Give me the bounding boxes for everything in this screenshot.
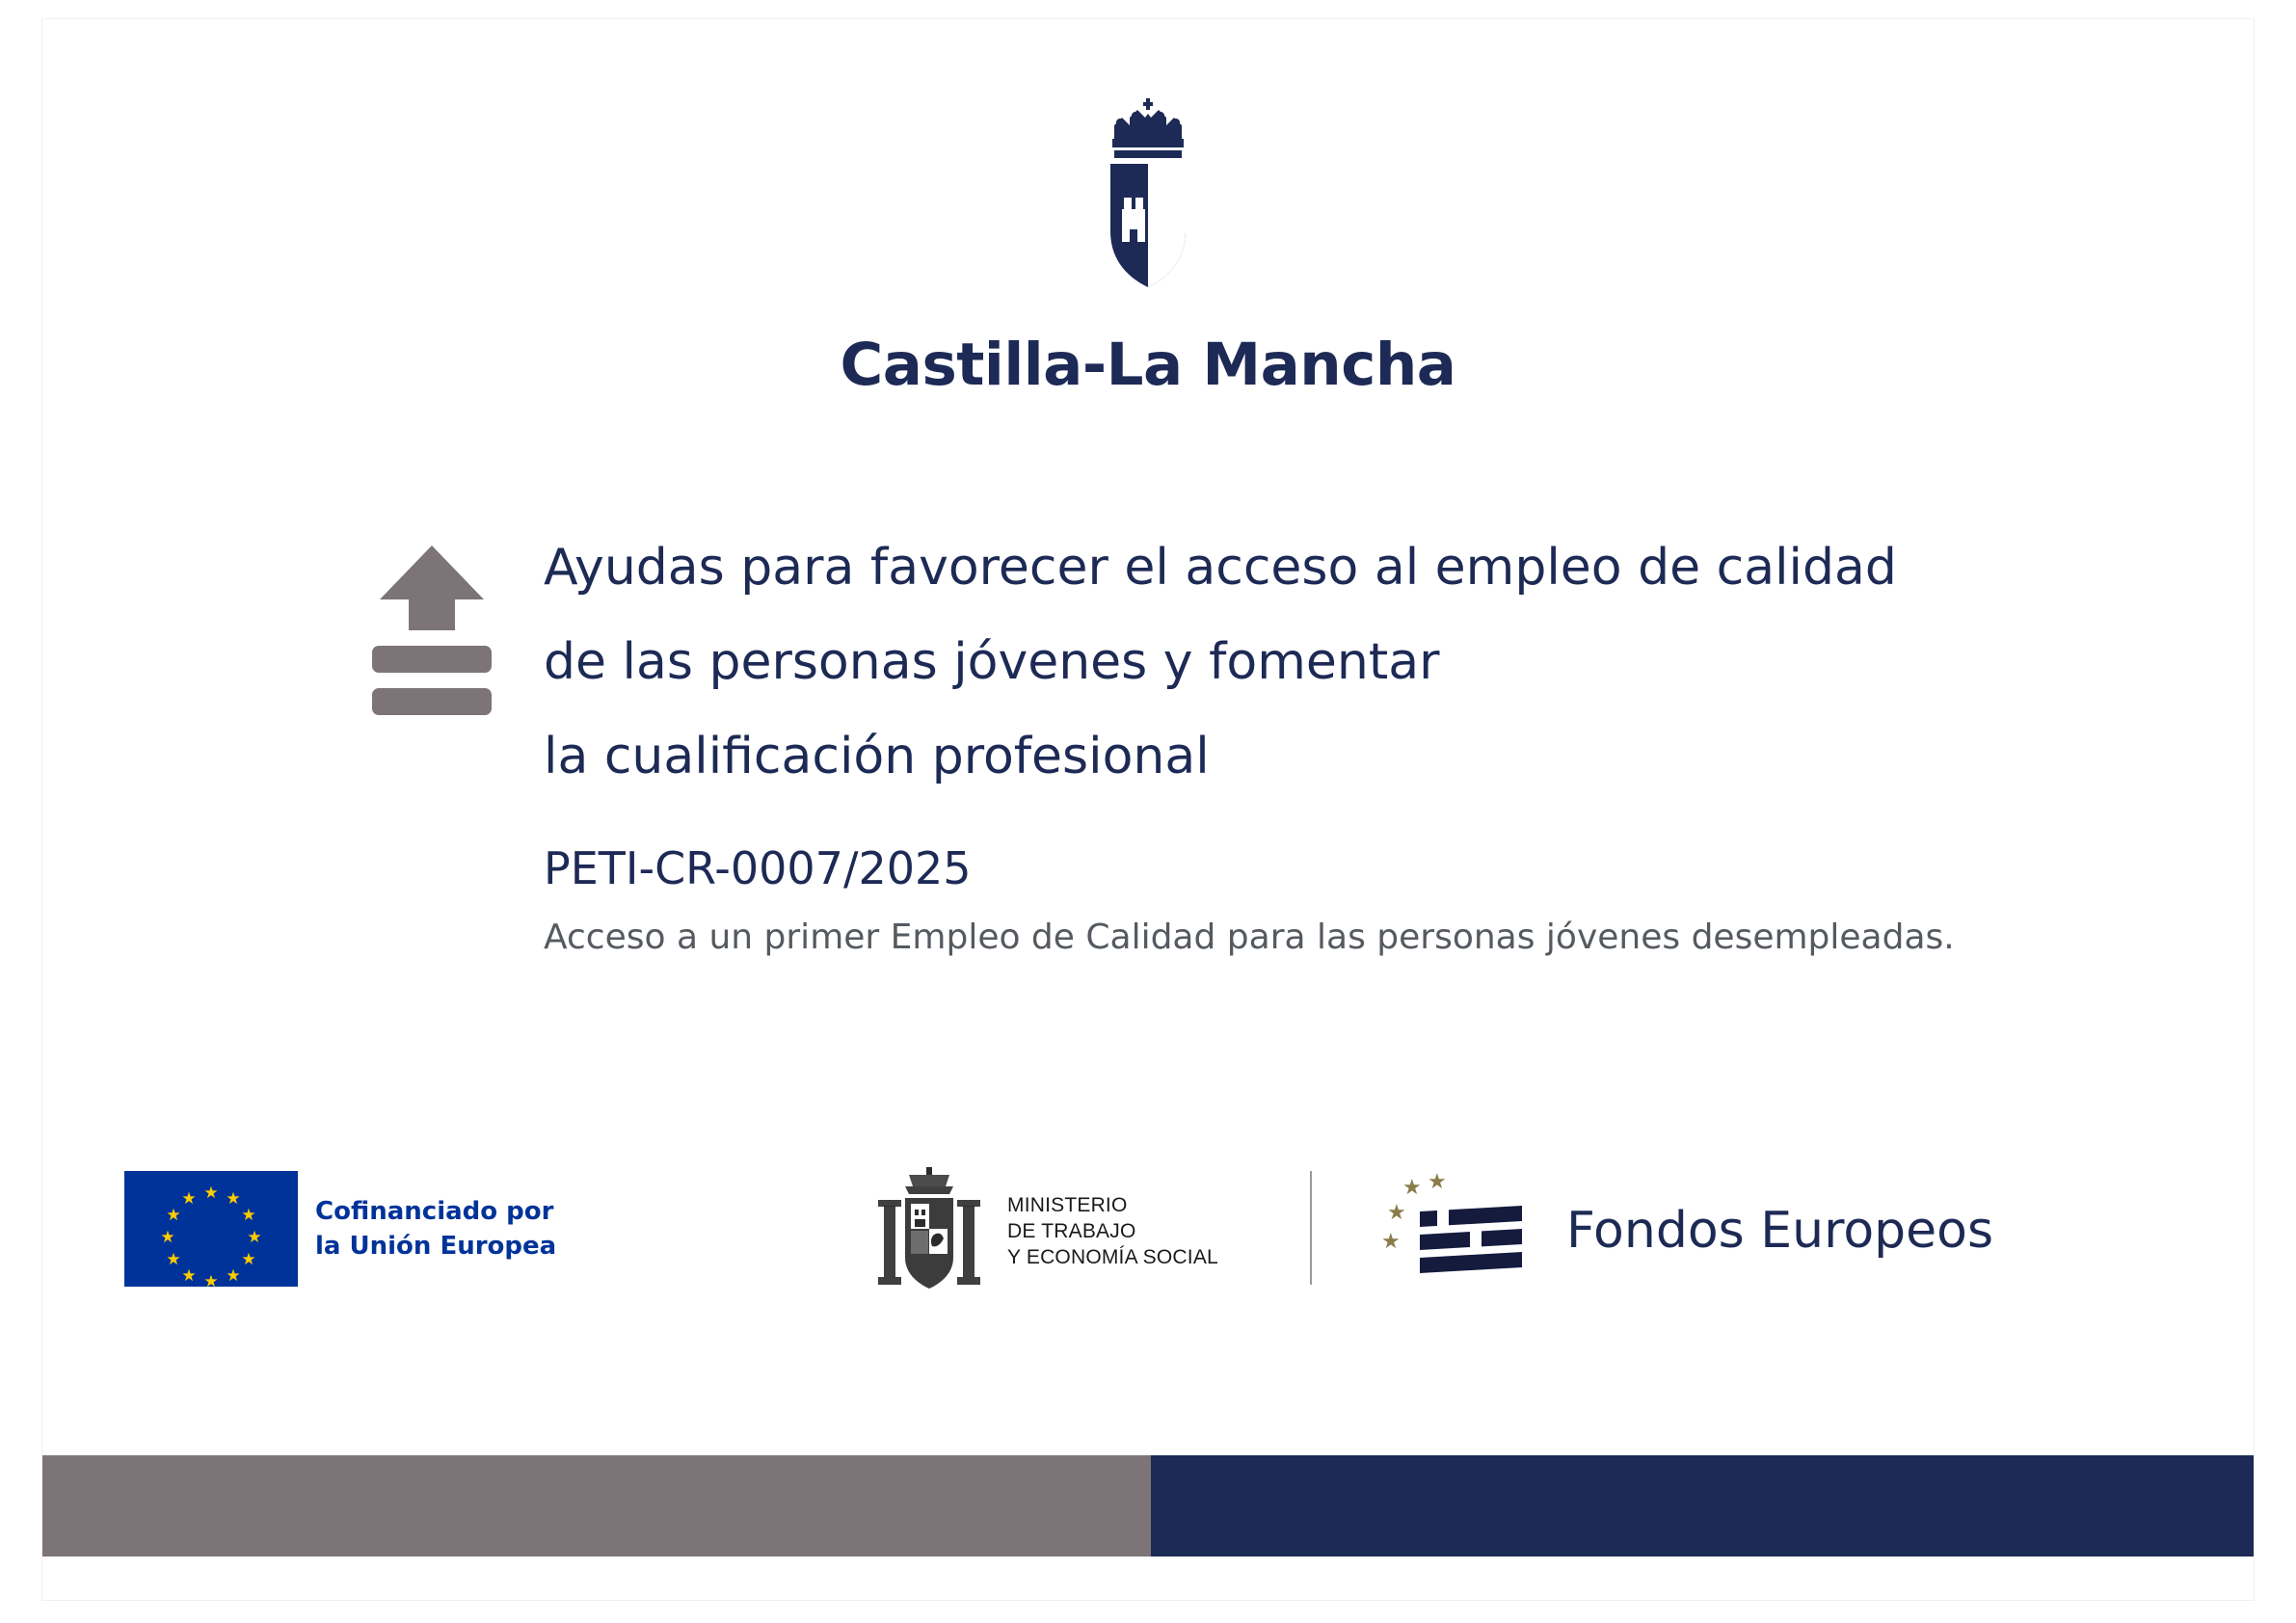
fondos-europeos-label: Fondos Europeos xyxy=(1566,1202,1994,1260)
eu-logo-text xyxy=(315,1194,556,1264)
eu-flag-icon: ★ ★ ★ ★ ★ ★ ★ ★ ★ ★ ★ ★ xyxy=(124,1171,298,1287)
document-sheet xyxy=(42,19,2254,1600)
program-code: PETI-CR-0007/2025 xyxy=(544,842,972,894)
logo-divider xyxy=(1310,1171,1312,1285)
heading-block xyxy=(322,520,2057,957)
spain-coat-of-arms-icon xyxy=(867,1161,992,1301)
svg-text:★: ★ xyxy=(1381,1230,1401,1254)
eu-logo-line-2: la Unión Europea xyxy=(315,1232,557,1261)
title-line-1: Ayudas para favorecer el acceso al empleo de calidad xyxy=(544,539,1897,597)
svg-text:★: ★ xyxy=(1428,1173,1447,1194)
footer-bar-right xyxy=(1151,1455,2254,1556)
footer-logos xyxy=(42,1152,2254,1335)
region-branding xyxy=(42,96,2254,399)
title-line-2: de las personas jóvenes y fomentar xyxy=(544,633,1440,691)
svg-text:★: ★ xyxy=(1402,1176,1422,1200)
ministry-line-2: DE TRABAJO xyxy=(1007,1220,1136,1242)
title-line-3: la cualificación profesional xyxy=(544,728,1210,785)
program-subtitle: Acceso a un primer Empleo de Calidad para las personas jóvenes desempleadas. xyxy=(544,918,1955,957)
ministry-logo xyxy=(867,1161,1218,1301)
footer-bar-left xyxy=(42,1455,1151,1556)
upward-arrow-bars-icon xyxy=(364,542,499,734)
ministry-line-1: MINISTERIO xyxy=(1007,1194,1128,1216)
region-name: Castilla-La Mancha xyxy=(840,331,1456,399)
eu-logo-line-1: Cofinanciado por xyxy=(315,1197,554,1226)
fondos-europeos-mark-icon xyxy=(1377,1173,1541,1289)
ministry-line-3: Y ECONOMÍA SOCIAL xyxy=(1007,1246,1218,1268)
title-lines xyxy=(544,520,2057,804)
castilla-la-mancha-coat-of-arms-icon xyxy=(1085,96,1211,318)
fondos-europeos-logo xyxy=(1377,1173,1993,1289)
eu-cofinancing-logo xyxy=(124,1171,557,1290)
svg-text:★: ★ xyxy=(1387,1201,1406,1225)
ministry-logo-text xyxy=(1007,1192,1218,1270)
